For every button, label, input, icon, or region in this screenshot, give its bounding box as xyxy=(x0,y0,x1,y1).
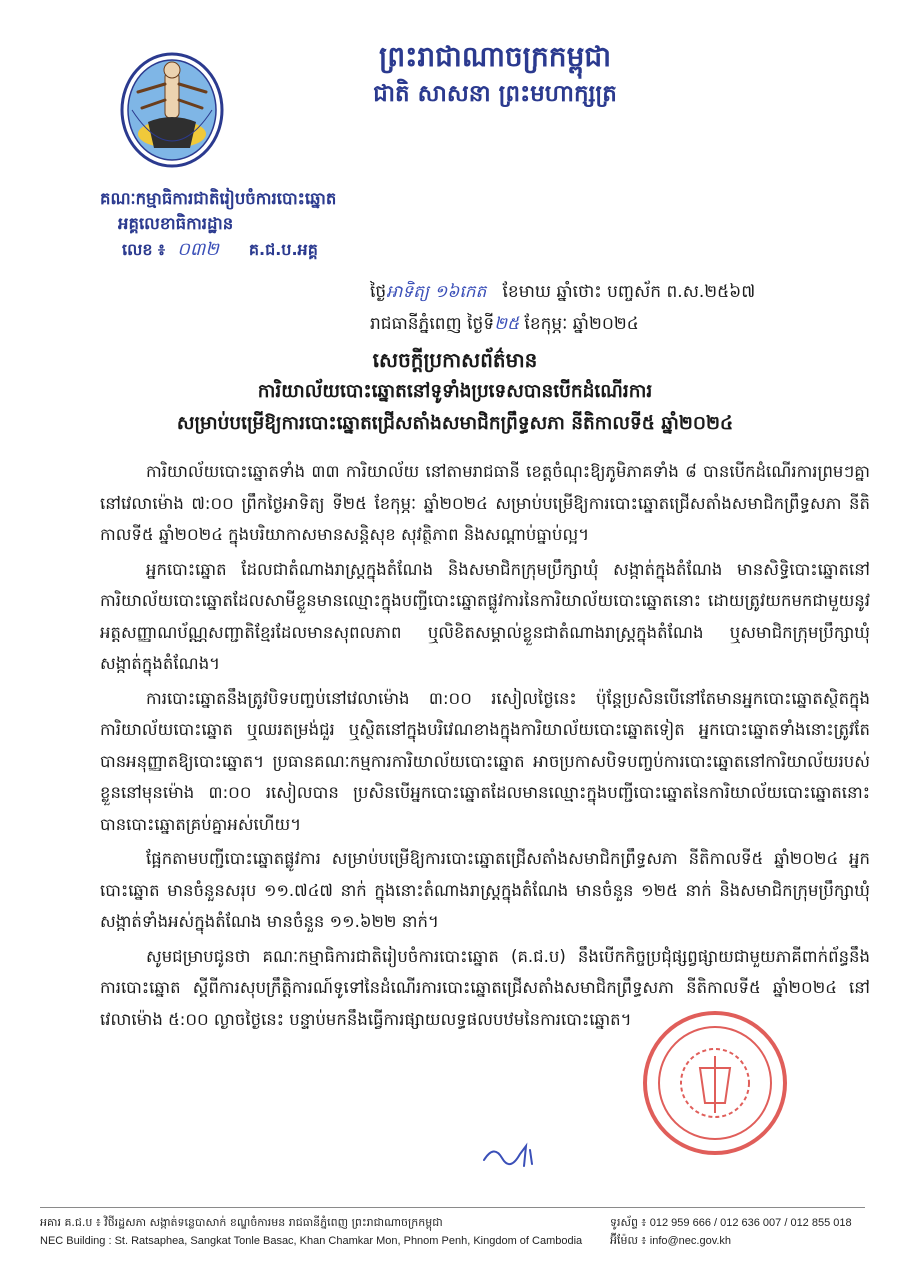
lunar-date-rest: ខែមាឃ ឆ្នាំថោះ បញ្ចស័ក ព.ស.២៥៦៧ xyxy=(502,282,756,302)
issuing-office xyxy=(100,186,420,264)
lunar-date-handwritten: អាទិត្យ ១៦កេត xyxy=(386,282,487,302)
announcement-body xyxy=(100,456,870,1038)
official-seal-icon xyxy=(640,1008,790,1158)
footer xyxy=(40,1214,870,1250)
footer-divider xyxy=(40,1207,865,1208)
national-motto: ជាតិ សាសនា ព្រះមហាក្សត្រ xyxy=(373,81,617,107)
email-address: info@nec.gov.kh xyxy=(649,1235,732,1247)
phone-contact xyxy=(610,1214,870,1232)
address-english: NEC Building : St. Ratsaphea, Sangkat Tonle Basac, Khan Chamkar Mon, Phnom Penh, Kingdom of Cambodia xyxy=(40,1235,583,1247)
office-name: គណៈកម្មាធិការជាតិរៀបចំការបោះឆ្នោត xyxy=(100,189,337,208)
reference-label: លេខ ៖ xyxy=(122,240,166,259)
announcement-subtitle-1: ការិយាល័យបោះឆ្នោតនៅទូទាំងប្រទេសបានបើកដំណើរការ xyxy=(257,381,653,402)
reference-number xyxy=(122,236,420,264)
phone-numbers: 012 959 666 / 012 636 007 / 012 855 018 xyxy=(649,1217,852,1229)
footer-row-2 xyxy=(40,1232,870,1250)
body-paragraph-5: សូមជម្រាបជូនថា គណៈកម្មាធិការជាតិរៀបចំការបោះឆ្នោត (គ.ជ.ប) នឹងបើកកិច្ចប្រជុំផ្សព្វផ្សាយជាមួយភាគីពាក់ព័ន្ធនឹងការបោះឆ្នោត ស្តីពីការសុបក្រឹត្តិការណ៍ទូទៅនៃដំណើរការបោះឆ្នោតជ្រើសតាំងសមាជិកព្រឹទ្ធសភា នីតិកាលទី៥ ឆ្នាំ២០២៤ នៅវេលាម៉ោង ៥:០០ ល្ងាចថ្ងៃនេះ បន្ទាប់មកនឹងធ្វើការផ្សាយលទ្ធផលបឋមនៃការបោះឆ្នោត។ xyxy=(100,946,870,1029)
body-paragraph-1: ការិយាល័យបោះឆ្នោតទាំង ៣៣ ការិយាល័យ នៅតាមរាជធានី ខេត្តចំណុះឱ្យភូមិភាគទាំង ៨ បានបើកដំណើរការព្រមៗគ្នានៅវេលាម៉ោង ៧:០០ ព្រឹកថ្ងៃអាទិត្យ ទី២៥ ខែកុម្ភៈ ឆ្នាំ២០២៤ សម្រាប់បម្រើឱ្យការបោះឆ្នោតជ្រើសតាំងសមាជិកព្រឹទ្ធសភា នីតិកាលទី៥ ឆ្នាំ២០២៤ ក្នុងបរិយាកាសមានសន្តិសុខ សុវត្ថិភាព និងសណ្តាប់ធ្នាប់ល្អ។ xyxy=(100,462,870,544)
announcement-title: សេចក្តីប្រកាសព័ត៌មាន xyxy=(372,348,538,372)
nec-emblem-icon xyxy=(118,52,226,178)
footer-row-1 xyxy=(40,1214,870,1232)
body-paragraph-2: អ្នកបោះឆ្នោត ដែលជាតំណាងរាស្ត្រក្នុងតំណែង និងសមាជិកក្រុមប្រឹក្សាឃុំ សង្កាត់ក្នុងតំណែង មានសិទ្ធិបោះឆ្នោតនៅការិយាល័យបោះឆ្នោតដែលសាមីខ្លួនមានឈ្មោះក្នុងបញ្ជីបោះឆ្នោតផ្លូវការនៃការិយាល័យបោះឆ្នោតនោះ ដោយត្រូវយកមកជាមួយនូវអត្តសញ្ញាណប័ណ្ណសញ្ជាតិខ្មែរដែលមានសុពលភាព ឬលិខិតសម្គាល់ខ្លួនជាតំណាងរាស្ត្រក្នុងតំណែង ឬសមាជិកក្រុមប្រឹក្សាឃុំ សង្កាត់ក្នុងតំណែង។ xyxy=(100,559,870,673)
solar-date-handwritten: ២៥ xyxy=(494,314,520,334)
solar-date-rest: ខែកុម្ភៈ ឆ្នាំ២០២៤ xyxy=(524,314,639,334)
email-label: អ៊ីម៉ែល ៖ xyxy=(610,1234,647,1247)
document-date xyxy=(370,276,870,340)
announcement-titles xyxy=(60,344,850,440)
phone-label: ទូរស័ព្ទ ៖ xyxy=(610,1216,647,1229)
solar-date-prefix: រាជធានីភ្នំពេញ ថ្ងៃទី xyxy=(370,314,495,334)
lunar-date xyxy=(370,276,870,308)
email-contact xyxy=(610,1232,870,1250)
signature-icon xyxy=(480,1140,540,1170)
reference-suffix: គ.ជ.ប.អគ្គ xyxy=(248,240,318,259)
solar-date xyxy=(370,308,870,340)
kingdom-heading xyxy=(340,38,650,110)
kingdom-title: ព្រះរាជាណាចក្រកម្ពុជា xyxy=(378,40,611,73)
lunar-date-prefix: ថ្ងៃ xyxy=(370,282,387,302)
office-department: អគ្គលេខាធិការដ្ឋាន xyxy=(118,214,234,233)
announcement-subtitle-2: សម្រាប់បម្រើឱ្យការបោះឆ្នោតជ្រើសតាំងសមាជិកព្រឹទ្ធសភា នីតិកាលទី៥ ឆ្នាំ២០២៤ xyxy=(176,413,734,434)
address-khmer: អគារ គ.ជ.ប ៖ វិថីរដ្ឋសភា សង្កាត់ទន្លេបាសាក់ ខណ្ឌចំការមន រាជធានីភ្នំពេញ ព្រះរាជាណាចក្រកម្ពុជា xyxy=(40,1216,443,1229)
body-paragraph-4: ផ្អែកតាមបញ្ជីបោះឆ្នោតផ្លូវការ សម្រាប់បម្រើឱ្យការបោះឆ្នោតជ្រើសតាំងសមាជិកព្រឹទ្ធសភា នីតិកាលទី៥ ឆ្នាំ២០២៤ អ្នកបោះឆ្នោត មានចំនួនសរុប ១១.៧៤៧ នាក់ ក្នុងនោះតំណាងរាស្ត្រក្នុងតំណែង មានចំនួន ១២៥ នាក់ និងសមាជិកក្រុមប្រឹក្សាឃុំ សង្កាត់ទាំងអស់ក្នុងតំណែង មានចំនួន ១១.៦២២ នាក់។ xyxy=(100,849,870,931)
body-paragraph-3: ការបោះឆ្នោតនឹងត្រូវបិទបញ្ចប់នៅវេលាម៉ោង ៣:០០ រសៀលថ្ងៃនេះ ប៉ុន្តែប្រសិនបើនៅតែមានអ្នកបោះឆ្នោតស្ថិតក្នុងការិយាល័យបោះឆ្នោត ឬឈរតម្រង់ជួរ ឬស្ថិតនៅក្នុងបរិវេណខាងក្នុងការិយាល័យបោះឆ្នោតទៀត អ្នកបោះឆ្នោតទាំងនោះត្រូវតែបានអនុញ្ញាតឱ្យបោះឆ្នោត។ ប្រធានគណៈកម្មការការិយាល័យបោះឆ្នោត អាចប្រកាសបិទបញ្ចប់ការបោះឆ្នោតនៅការិយាល័យរបស់ខ្លួននៅមុនម៉ោង ៣:០០ រសៀលបាន ប្រសិនបើអ្នកបោះឆ្នោតដែលមានឈ្មោះក្នុងបញ្ជីបោះឆ្នោតនៃការិយាល័យបោះឆ្នោតនោះ បានបោះឆ្នោតគ្រប់គ្នាអស់ហើយ។ xyxy=(100,688,870,834)
reference-value: ០៣២ xyxy=(177,239,219,260)
